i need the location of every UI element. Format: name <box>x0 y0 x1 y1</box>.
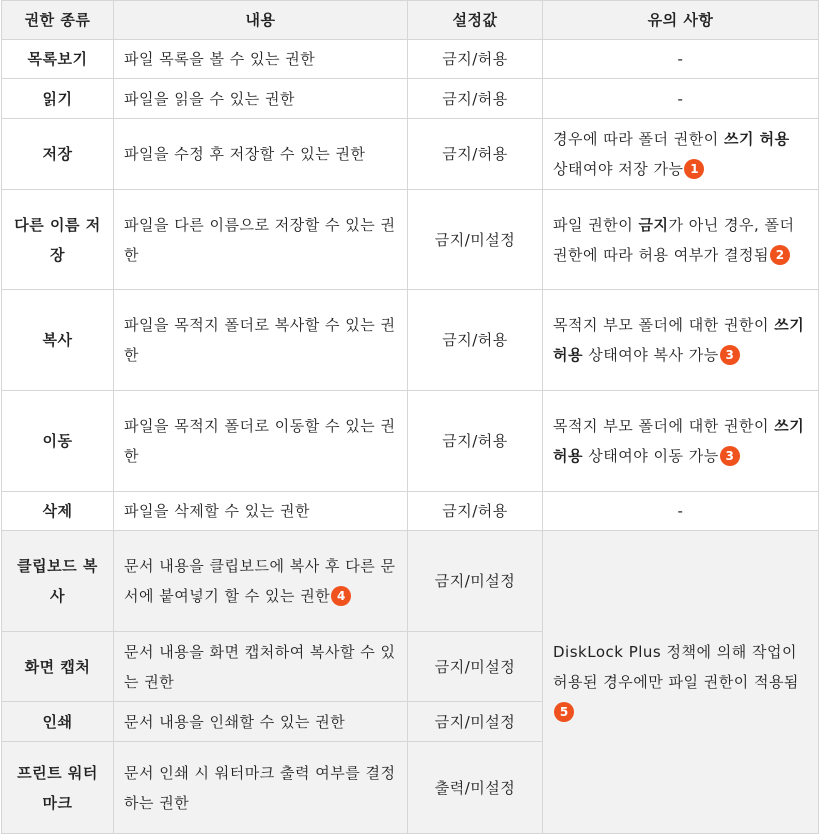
permission-type: 인쇄 <box>2 702 114 742</box>
permission-desc: 파일을 목적지 폴더로 이동할 수 있는 권한 <box>114 391 408 492</box>
permission-type: 화면 캡처 <box>2 632 114 702</box>
permission-type: 클립보드 복사 <box>2 531 114 632</box>
permission-value: 금지/미설정 <box>408 632 543 702</box>
shared-note <box>543 531 819 834</box>
permission-type: 프린트 워터마크 <box>2 742 114 834</box>
permission-type: 복사 <box>2 290 114 391</box>
permission-type: 저장 <box>2 119 114 190</box>
permission-note: - <box>543 492 819 531</box>
permission-desc: 파일을 읽을 수 있는 권한 <box>114 79 408 119</box>
table-row <box>2 531 819 632</box>
permission-desc: 파일 목록을 볼 수 있는 권한 <box>114 40 408 79</box>
footnote-badge: 3 <box>720 345 740 365</box>
permission-note <box>543 391 819 492</box>
note-emphasis: 쓰기 허용 <box>553 417 805 465</box>
permission-value: 금지/허용 <box>408 492 543 531</box>
table-row <box>2 40 819 79</box>
footnote-badge: 2 <box>770 245 790 265</box>
permission-desc: 문서 내용을 화면 캡처하여 복사할 수 있는 권한 <box>114 632 408 702</box>
header-row <box>2 1 819 40</box>
permission-value: 금지/허용 <box>408 290 543 391</box>
permission-table <box>1 0 819 834</box>
note-text: 상태여야 저장 가능 <box>553 160 684 178</box>
note-text: 경우에 따라 폴더 권한이 <box>553 130 724 148</box>
permission-desc: 파일을 다른 이름으로 저장할 수 있는 권한 <box>114 190 408 290</box>
permission-note <box>543 190 819 290</box>
header-value: 설정값 <box>408 1 543 40</box>
permission-desc <box>114 531 408 632</box>
note-text: 목적지 부모 폴더에 대한 권한이 <box>553 417 775 435</box>
permission-note: - <box>543 79 819 119</box>
note-text: 파일 권한이 <box>553 215 639 234</box>
permission-value: 출력/미설정 <box>408 742 543 834</box>
permission-note <box>543 119 819 190</box>
permission-value: 금지/허용 <box>408 119 543 190</box>
footnote-badge: 3 <box>720 446 740 466</box>
header-type: 권한 종류 <box>2 1 114 40</box>
permission-value: 금지/미설정 <box>408 531 543 632</box>
permission-desc: 파일을 삭제할 수 있는 권한 <box>114 492 408 531</box>
permission-type: 삭제 <box>2 492 114 531</box>
note-emphasis: 쓰기 허용 <box>723 130 790 148</box>
permission-value: 금지/미설정 <box>408 190 543 290</box>
permission-type: 읽기 <box>2 79 114 119</box>
note-text: 상태여야 복사 가능 <box>582 346 719 364</box>
note-text: DiskLock Plus 정책에 의해 작업이 허용된 경우에만 파일 권한이 적용됨 <box>553 643 799 691</box>
permission-value: 금지/허용 <box>408 79 543 119</box>
header-content: 내용 <box>114 1 408 40</box>
table-row <box>2 492 819 531</box>
permission-desc: 파일을 수정 후 저장할 수 있는 권한 <box>114 119 408 190</box>
permission-desc: 문서 내용을 인쇄할 수 있는 권한 <box>114 702 408 742</box>
note-emphasis: 쓰기 허용 <box>553 316 805 364</box>
footnote-badge: 4 <box>331 586 351 606</box>
table-row <box>2 190 819 290</box>
table-row <box>2 391 819 492</box>
permission-note <box>543 290 819 391</box>
header-note: 유의 사항 <box>543 1 819 40</box>
permission-note: - <box>543 40 819 79</box>
permission-type: 목록보기 <box>2 40 114 79</box>
permission-type: 이동 <box>2 391 114 492</box>
desc-text: 문서 내용을 클립보드에 복사 후 다른 문서에 붙여넣기 할 수 있는 권한 <box>124 557 396 605</box>
footnote-badge: 1 <box>684 159 704 179</box>
note-text: 가 아닌 경우, 폴더 권한에 따라 허용 여부가 결정됨 <box>553 215 795 264</box>
footnote-badge: 5 <box>554 702 574 722</box>
note-text: 목적지 부모 폴더에 대한 권한이 <box>553 316 775 334</box>
permission-value: 금지/허용 <box>408 40 543 79</box>
permission-type: 다른 이름 저장 <box>2 190 114 290</box>
permission-desc: 파일을 목적지 폴더로 복사할 수 있는 권한 <box>114 290 408 391</box>
table-row <box>2 290 819 391</box>
note-emphasis: 금지 <box>638 215 669 234</box>
note-text: 상태여야 이동 가능 <box>582 447 719 465</box>
table-row <box>2 119 819 190</box>
table-row <box>2 79 819 119</box>
permission-value: 금지/허용 <box>408 391 543 492</box>
permission-value: 금지/미설정 <box>408 702 543 742</box>
permission-desc: 문서 인쇄 시 워터마크 출력 여부를 결정하는 권한 <box>114 742 408 834</box>
